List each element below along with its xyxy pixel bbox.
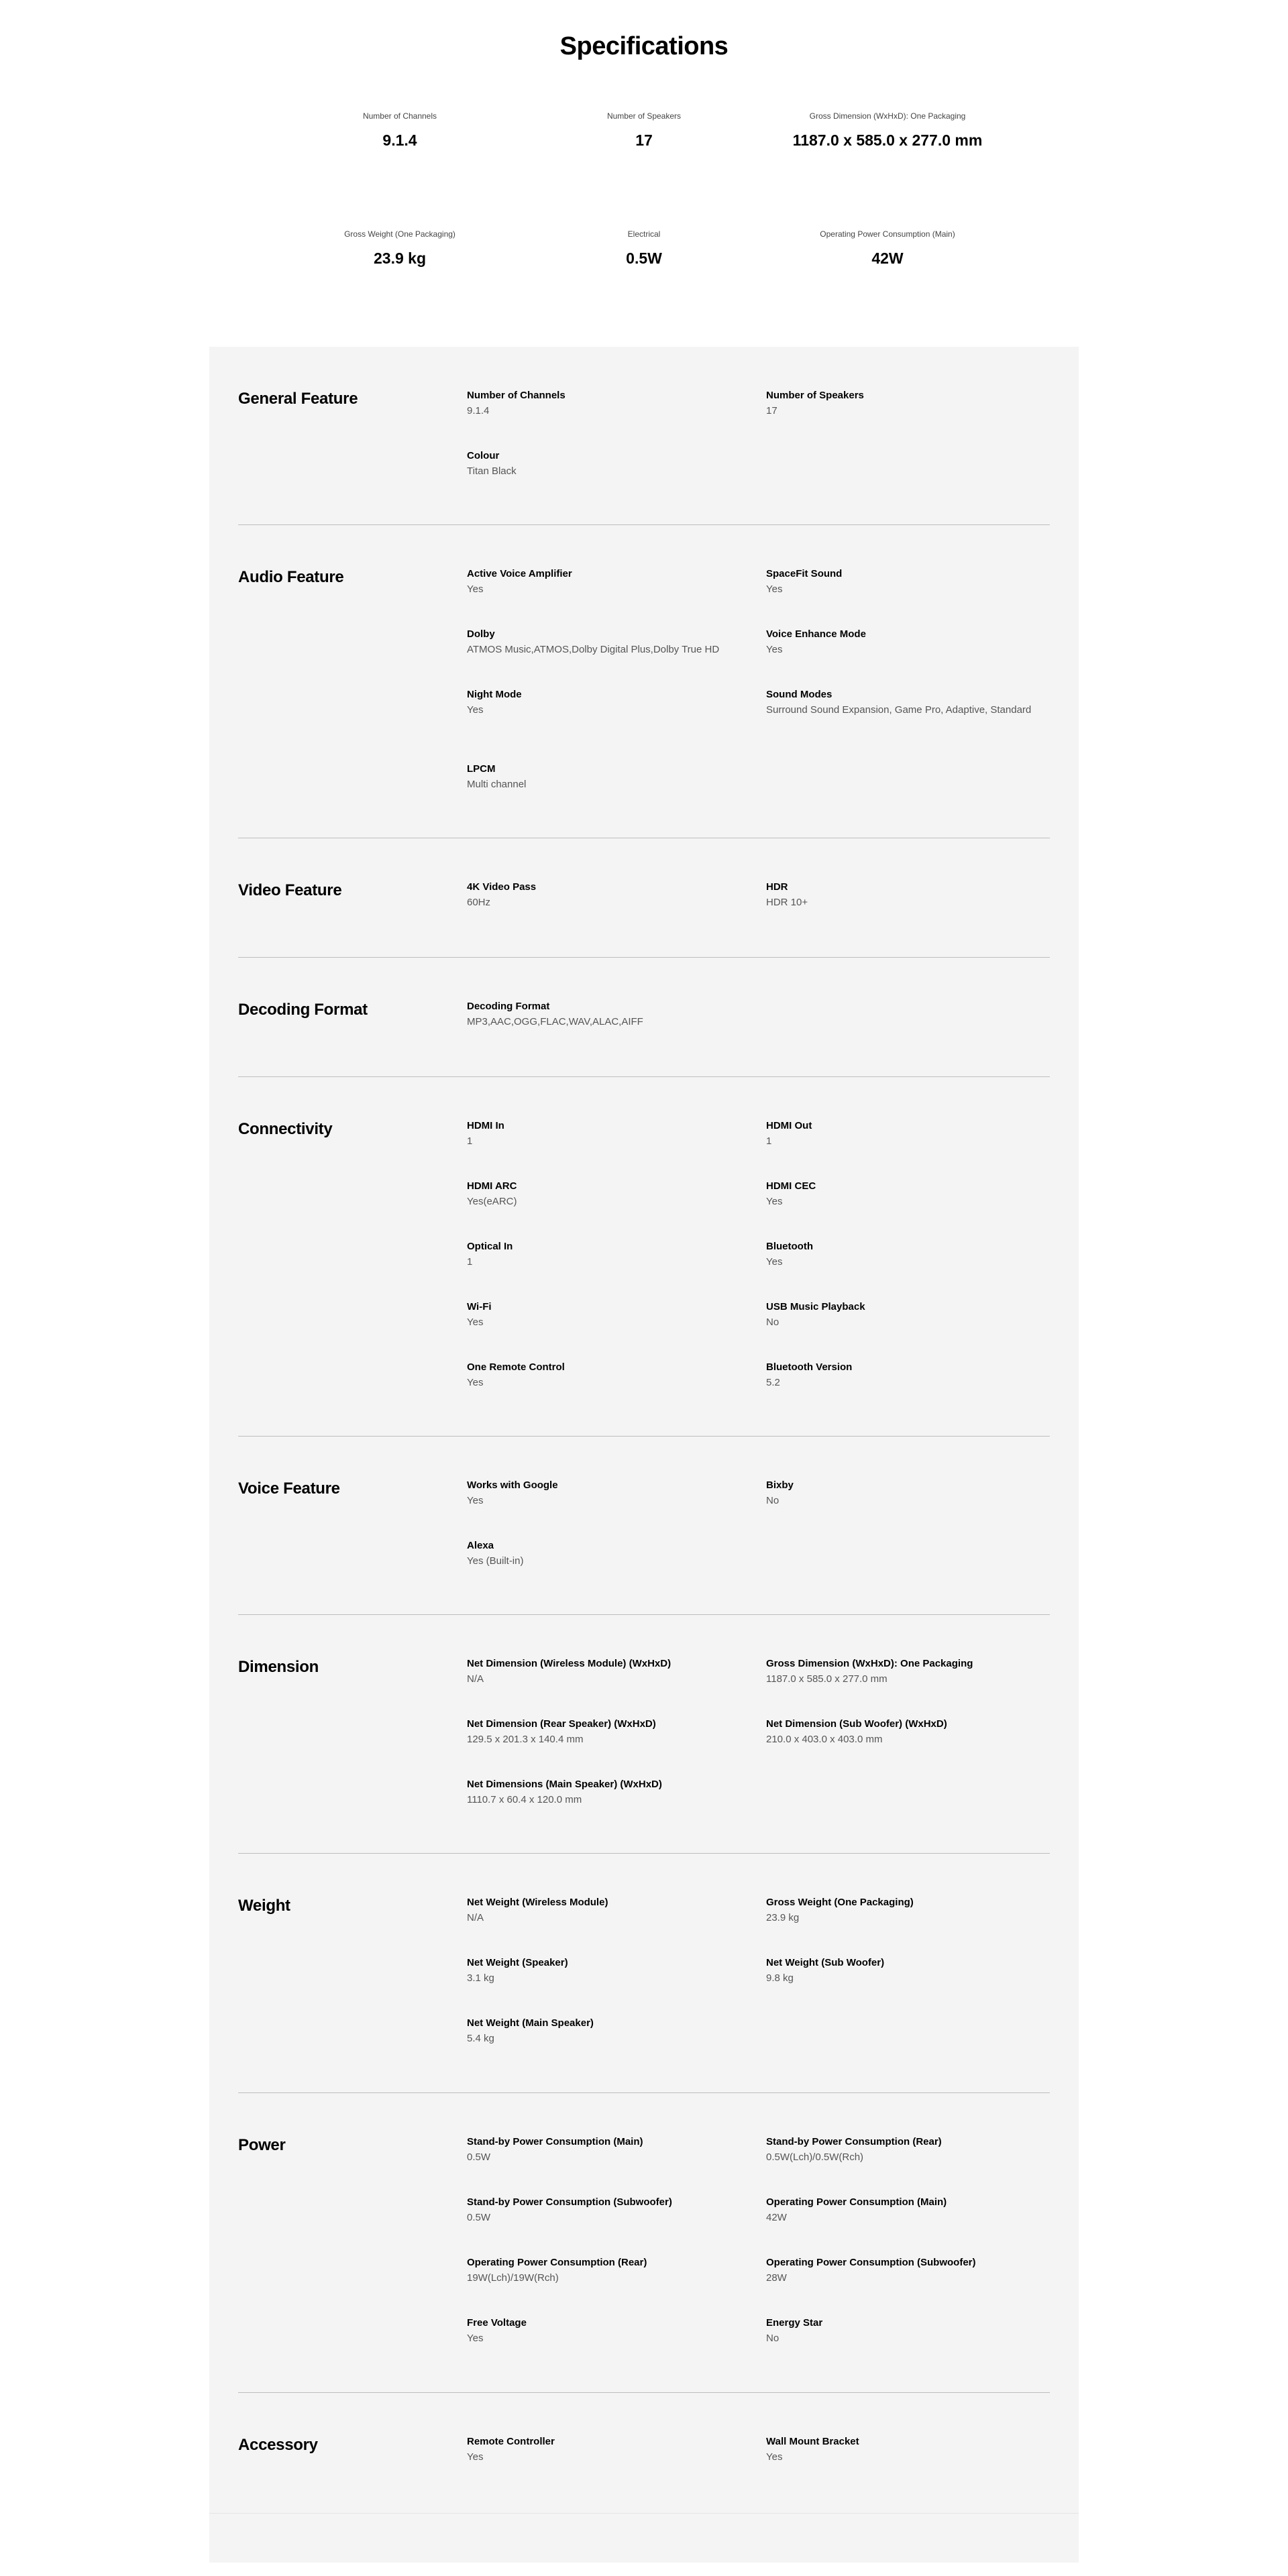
spec-label: HDMI CEC bbox=[766, 1180, 816, 1192]
spec-label: Net Dimension (Rear Speaker) (WxHxD) bbox=[467, 1718, 656, 1730]
spec-item bbox=[467, 1896, 749, 1925]
spec-value: 1 bbox=[766, 1135, 772, 1147]
spec-value: Yes bbox=[467, 1317, 484, 1328]
spec-value: 210.0 x 403.0 x 403.0 mm bbox=[766, 1734, 883, 1745]
spec-value: 60Hz bbox=[467, 897, 491, 908]
section-divider bbox=[238, 1853, 1050, 1854]
section-divider bbox=[238, 2392, 1050, 2393]
spec-value: 28W bbox=[766, 2272, 787, 2284]
spec-value: 0.5W(Lch)/0.5W(Rch) bbox=[766, 2151, 864, 2163]
spec-value: 1110.7 x 60.4 x 120.0 mm bbox=[467, 1794, 582, 1805]
spec-value: 1 bbox=[467, 1135, 473, 1147]
spec-label: Sound Modes bbox=[766, 689, 833, 700]
spec-item bbox=[467, 2135, 749, 2164]
spec-item bbox=[766, 1361, 1048, 1390]
spec-item bbox=[766, 881, 1048, 909]
spec-label: Operating Power Consumption (Rear) bbox=[467, 2257, 647, 2268]
highlight-value: 0.5W bbox=[626, 249, 662, 267]
highlight-label: Number of Channels bbox=[362, 111, 437, 121]
highlight-label: Number of Speakers bbox=[606, 111, 682, 121]
spec-label: Number of Speakers bbox=[766, 390, 864, 401]
spec-item bbox=[467, 1361, 749, 1390]
spec-item bbox=[766, 389, 1048, 418]
spec-value: 129.5 x 201.3 x 140.4 mm bbox=[467, 1734, 584, 1745]
spec-item bbox=[766, 1956, 1048, 1985]
spec-item bbox=[766, 1718, 1048, 1746]
spec-value: Yes bbox=[766, 583, 783, 595]
highlight-item bbox=[747, 111, 1028, 150]
spec-item bbox=[467, 688, 749, 717]
spec-label: Active Voice Amplifier bbox=[467, 568, 572, 579]
spec-value: Yes (Built-in) bbox=[467, 1555, 524, 1567]
spec-label: Works with Google bbox=[467, 1479, 558, 1491]
spec-label: Gross Dimension (WxHxD): One Packaging bbox=[766, 1658, 973, 1669]
spec-item bbox=[467, 628, 749, 657]
spec-label: Number of Channels bbox=[467, 390, 566, 401]
spec-label: Net Weight (Speaker) bbox=[467, 1957, 568, 1968]
section-divider bbox=[238, 524, 1050, 525]
highlight-value: 42W bbox=[871, 249, 904, 267]
spec-value: 42W bbox=[766, 2212, 787, 2223]
section-title: Weight bbox=[238, 1897, 290, 1915]
spec-label: Night Mode bbox=[467, 689, 522, 700]
spec-value: Yes bbox=[766, 1256, 783, 1268]
spec-item bbox=[766, 688, 1048, 717]
spec-item bbox=[467, 1778, 749, 1807]
section-title: Accessory bbox=[238, 2436, 318, 2454]
spec-item bbox=[766, 1240, 1048, 1269]
spec-item bbox=[467, 1119, 749, 1148]
spec-item bbox=[467, 2256, 749, 2285]
section-title: Video Feature bbox=[238, 881, 342, 899]
spec-label: Net Dimension (Sub Woofer) (WxHxD) bbox=[766, 1718, 947, 1730]
spec-label: Stand-by Power Consumption (Rear) bbox=[766, 2136, 942, 2147]
spec-label: Stand-by Power Consumption (Main) bbox=[467, 2136, 643, 2147]
spec-label: Gross Weight (One Packaging) bbox=[766, 1897, 914, 1908]
highlight-label: Operating Power Consumption (Main) bbox=[820, 229, 955, 239]
spec-value: Yes bbox=[467, 1377, 484, 1388]
spec-item bbox=[467, 881, 749, 909]
spec-value: Titan Black bbox=[467, 465, 517, 477]
spec-value: Yes bbox=[467, 1495, 484, 1506]
spec-value: N/A bbox=[467, 1912, 484, 1923]
spec-value: 23.9 kg bbox=[766, 1912, 800, 1923]
spec-label: Alexa bbox=[467, 1540, 494, 1551]
spec-label: Colour bbox=[467, 450, 500, 461]
section-divider bbox=[238, 957, 1050, 958]
panel-bottom-divider bbox=[209, 2513, 1079, 2514]
spec-item bbox=[766, 567, 1048, 596]
highlight-item bbox=[503, 229, 785, 268]
section-divider bbox=[238, 1436, 1050, 1437]
spec-value: 1187.0 x 585.0 x 277.0 mm bbox=[766, 1673, 888, 1685]
section-title: General Feature bbox=[238, 390, 358, 408]
highlight-item bbox=[503, 111, 785, 150]
spec-value: 5.4 kg bbox=[467, 2033, 494, 2044]
spec-label: Net Dimension (Wireless Module) (WxHxD) bbox=[467, 1658, 672, 1669]
spec-value: 0.5W bbox=[467, 2151, 491, 2163]
spec-label: Wi-Fi bbox=[467, 1301, 492, 1312]
spec-label: Stand-by Power Consumption (Subwoofer) bbox=[467, 2196, 672, 2208]
spec-label: Remote Controller bbox=[467, 2436, 555, 2447]
spec-label: Net Weight (Main Speaker) bbox=[467, 2017, 594, 2029]
spec-label: Operating Power Consumption (Subwoofer) bbox=[766, 2257, 976, 2268]
highlight-label: Gross Weight (One Packaging) bbox=[344, 229, 455, 239]
highlight-label: Gross Dimension (WxHxD): One Packaging bbox=[809, 111, 966, 121]
spec-item bbox=[766, 1180, 1048, 1209]
highlight-label: Electrical bbox=[627, 229, 661, 239]
section-divider bbox=[238, 1076, 1050, 1077]
spec-value: Yes bbox=[467, 704, 484, 716]
spec-item bbox=[766, 628, 1048, 657]
spec-item bbox=[766, 1300, 1048, 1329]
spec-item bbox=[766, 1896, 1048, 1925]
section-title: Decoding Format bbox=[238, 1001, 368, 1019]
highlight-value: 9.1.4 bbox=[382, 131, 417, 149]
spec-label: HDMI In bbox=[467, 1120, 504, 1131]
spec-value: Yes bbox=[766, 2451, 783, 2463]
spec-value: Yes(eARC) bbox=[467, 1196, 517, 1207]
spec-label: Dolby bbox=[467, 628, 495, 640]
spec-label: Decoding Format bbox=[467, 1001, 550, 1012]
spec-label: Optical In bbox=[467, 1241, 513, 1252]
spec-label: One Remote Control bbox=[467, 1361, 565, 1373]
spec-item bbox=[467, 1300, 749, 1329]
page-title: Specifications bbox=[559, 32, 729, 60]
spec-label: 4K Video Pass bbox=[467, 881, 537, 893]
spec-item bbox=[467, 2435, 749, 2464]
spec-item bbox=[766, 2196, 1048, 2225]
spec-value: MP3,AAC,OGG,FLAC,WAV,ALAC,AIFF bbox=[467, 1016, 643, 1027]
spec-label: Energy Star bbox=[766, 2317, 823, 2329]
spec-value: N/A bbox=[467, 1673, 484, 1685]
spec-item bbox=[467, 1180, 749, 1209]
spec-item bbox=[467, 763, 749, 791]
spec-item bbox=[766, 1479, 1048, 1508]
spec-item bbox=[467, 2017, 749, 2046]
spec-item bbox=[467, 1479, 749, 1508]
spec-value: 1 bbox=[467, 1256, 473, 1268]
spec-value: 9.1.4 bbox=[467, 405, 490, 416]
spec-value: 5.2 bbox=[766, 1377, 780, 1388]
spec-label: HDMI ARC bbox=[467, 1180, 517, 1192]
section-title: Connectivity bbox=[238, 1120, 333, 1138]
spec-value: 9.8 kg bbox=[766, 1972, 794, 1984]
spec-value: Yes bbox=[467, 583, 484, 595]
spec-value: 0.5W bbox=[467, 2212, 491, 2223]
spec-item bbox=[766, 2256, 1048, 2285]
spec-item bbox=[766, 2435, 1048, 2464]
spec-label: Net Dimensions (Main Speaker) (WxHxD) bbox=[467, 1779, 662, 1790]
spec-value: ATMOS Music,ATMOS,Dolby Digital Plus,Dolby True HD bbox=[467, 644, 720, 655]
spec-value: No bbox=[766, 1317, 780, 1328]
spec-value: Yes bbox=[766, 1196, 783, 1207]
spec-label: Bluetooth bbox=[766, 1241, 813, 1252]
spec-value: Yes bbox=[467, 2451, 484, 2463]
spec-item bbox=[467, 449, 749, 478]
section-divider bbox=[238, 2092, 1050, 2093]
section-title: Audio Feature bbox=[238, 568, 344, 586]
spec-table bbox=[209, 347, 1079, 2563]
section-title: Power bbox=[238, 2136, 286, 2154]
spec-item bbox=[766, 1119, 1048, 1148]
spec-item bbox=[766, 2316, 1048, 2345]
spec-item bbox=[467, 567, 749, 596]
spec-value: 3.1 kg bbox=[467, 1972, 494, 1984]
spec-item bbox=[467, 1240, 749, 1269]
highlight-item bbox=[259, 229, 541, 268]
spec-item bbox=[467, 2196, 749, 2225]
spec-label: Bluetooth Version bbox=[766, 1361, 853, 1373]
spec-item bbox=[467, 2316, 749, 2345]
highlight-item bbox=[259, 111, 541, 150]
spec-label: USB Music Playback bbox=[766, 1301, 865, 1312]
highlight-value: 23.9 kg bbox=[374, 249, 426, 267]
spec-label: Free Voltage bbox=[467, 2317, 527, 2329]
spec-value: 19W(Lch)/19W(Rch) bbox=[467, 2272, 559, 2284]
spec-value: No bbox=[766, 1495, 780, 1506]
spec-item bbox=[467, 1657, 749, 1686]
highlight-item bbox=[747, 229, 1028, 268]
spec-label: Net Weight (Sub Woofer) bbox=[766, 1957, 885, 1968]
section-title: Dimension bbox=[238, 1658, 319, 1676]
spec-item bbox=[766, 1657, 1048, 1686]
spec-item bbox=[467, 1956, 749, 1985]
spec-value: HDR 10+ bbox=[766, 897, 808, 908]
spec-label: Operating Power Consumption (Main) bbox=[766, 2196, 947, 2208]
highlight-value: 1187.0 x 585.0 x 277.0 mm bbox=[792, 131, 983, 149]
spec-value: No bbox=[766, 2333, 780, 2344]
spec-value: Yes bbox=[766, 644, 783, 655]
spec-label: HDMI Out bbox=[766, 1120, 812, 1131]
section-title: Voice Feature bbox=[238, 1479, 340, 1498]
spec-label: LPCM bbox=[467, 763, 496, 775]
spec-item bbox=[467, 389, 749, 418]
highlight-value: 17 bbox=[635, 131, 653, 149]
spec-item bbox=[467, 1539, 749, 1568]
spec-item bbox=[766, 2135, 1048, 2164]
spec-label: Wall Mount Bracket bbox=[766, 2436, 859, 2447]
spec-value: Multi channel bbox=[467, 779, 527, 790]
spec-label: Net Weight (Wireless Module) bbox=[467, 1897, 608, 1908]
section-divider bbox=[238, 1614, 1050, 1615]
spec-label: Bixby bbox=[766, 1479, 794, 1491]
spec-item bbox=[467, 1718, 749, 1746]
spec-label: SpaceFit Sound bbox=[766, 568, 843, 579]
spec-value: Yes bbox=[467, 2333, 484, 2344]
spec-value: Surround Sound Expansion, Game Pro, Adaptive, Standard bbox=[766, 704, 1032, 716]
spec-label: HDR bbox=[766, 881, 788, 893]
spec-item bbox=[467, 1000, 749, 1029]
spec-label: Voice Enhance Mode bbox=[766, 628, 866, 640]
spec-value: 17 bbox=[766, 405, 777, 416]
